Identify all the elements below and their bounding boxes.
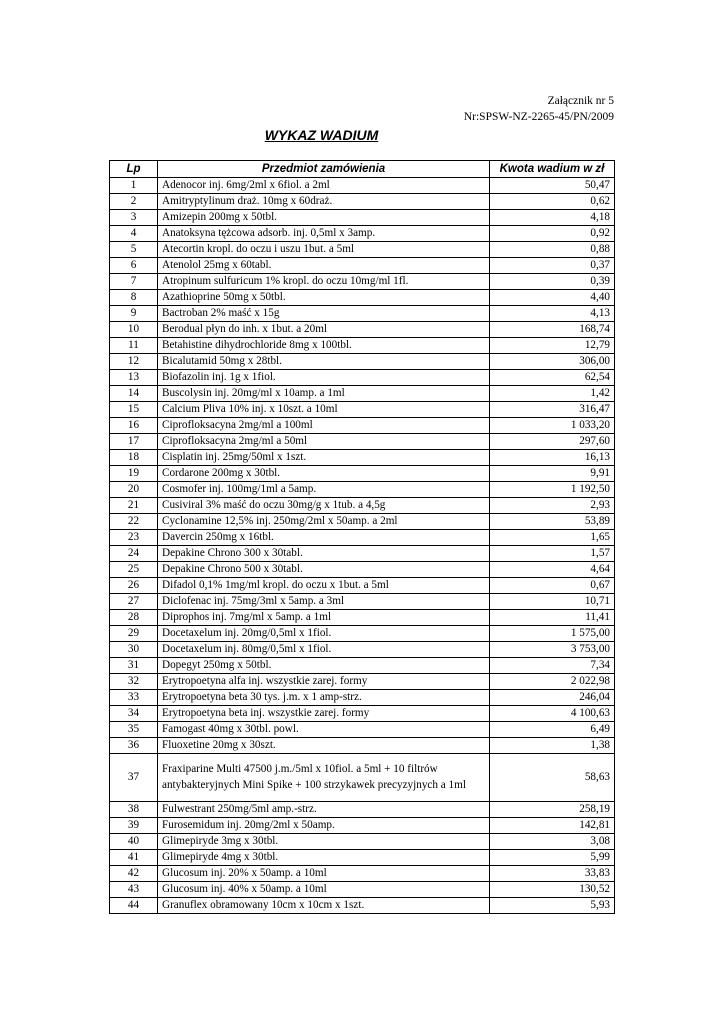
table-row bbox=[110, 274, 615, 290]
deposit-amount: 1,42 bbox=[490, 386, 615, 402]
row-number: 17 bbox=[110, 434, 158, 450]
reference-number: Nr:SPSW-NZ-2265-45/PN/2009 bbox=[463, 111, 614, 123]
row-number: 24 bbox=[110, 546, 158, 562]
item-name: Difadol 0,1% 1mg/ml kropl. do oczu x 1but. a 5ml bbox=[158, 578, 490, 594]
table-row bbox=[110, 658, 615, 674]
table-row bbox=[110, 594, 615, 610]
item-name: Cyclonamine 12,5% inj. 250mg/2ml x 50amp. a 2ml bbox=[158, 514, 490, 530]
row-number: 30 bbox=[110, 642, 158, 658]
deposit-amount: 1 033,20 bbox=[490, 418, 615, 434]
deposit-amount: 5,99 bbox=[490, 850, 615, 866]
deposit-amount: 1 192,50 bbox=[490, 482, 615, 498]
item-name: Davercin 250mg x 16tbl. bbox=[158, 530, 490, 546]
item-name: Furosemidum inj. 20mg/2ml x 50amp. bbox=[158, 818, 490, 834]
table-row bbox=[110, 290, 615, 306]
deposit-amount: 4,13 bbox=[490, 306, 615, 322]
row-number: 44 bbox=[110, 898, 158, 914]
item-name: Bicalutamid 50mg x 28tbl. bbox=[158, 354, 490, 370]
item-name: Erytropoetyna alfa inj. wszystkie zarej. formy bbox=[158, 674, 490, 690]
row-number: 21 bbox=[110, 498, 158, 514]
column-header-amount: Kwota wadium w zł bbox=[490, 161, 615, 178]
deposit-amount: 2,93 bbox=[490, 498, 615, 514]
item-name: Glucosum inj. 40% x 50amp. a 10ml bbox=[158, 882, 490, 898]
row-number: 42 bbox=[110, 866, 158, 882]
table-row bbox=[110, 370, 615, 386]
item-name: Bactroban 2% maść x 15g bbox=[158, 306, 490, 322]
row-number: 29 bbox=[110, 626, 158, 642]
item-name: Docetaxelum inj. 20mg/0,5ml x 1fiol. bbox=[158, 626, 490, 642]
deposit-amount: 4,40 bbox=[490, 290, 615, 306]
item-name: Glimepiryde 3mg x 30tbl. bbox=[158, 834, 490, 850]
column-header-item: Przedmiot zamówienia bbox=[158, 161, 490, 178]
item-name: Granuflex obramowany 10cm x 10cm x 1szt. bbox=[158, 898, 490, 914]
table-row bbox=[110, 466, 615, 482]
deposit-amount: 0,67 bbox=[490, 578, 615, 594]
item-name: Depakine Chrono 500 x 30tabl. bbox=[158, 562, 490, 578]
deposit-amount: 316,47 bbox=[490, 402, 615, 418]
item-name: Ciprofloksacyna 2mg/ml a 100ml bbox=[158, 418, 490, 434]
column-header-lp: Lp bbox=[110, 161, 158, 178]
table-row bbox=[110, 882, 615, 898]
item-name: Erytropoetyna beta inj. wszystkie zarej. formy bbox=[158, 706, 490, 722]
item-name: Calcium Pliva 10% inj. x 10szt. a 10ml bbox=[158, 402, 490, 418]
row-number: 13 bbox=[110, 370, 158, 386]
row-number: 6 bbox=[110, 258, 158, 274]
deposit-table bbox=[109, 160, 615, 914]
row-number: 37 bbox=[110, 754, 158, 802]
row-number: 31 bbox=[110, 658, 158, 674]
deposit-amount: 1,38 bbox=[490, 738, 615, 754]
table-row bbox=[110, 898, 615, 914]
deposit-amount: 16,13 bbox=[490, 450, 615, 466]
deposit-amount: 2 022,98 bbox=[490, 674, 615, 690]
row-number: 8 bbox=[110, 290, 158, 306]
deposit-amount: 50,47 bbox=[490, 178, 615, 194]
row-number: 22 bbox=[110, 514, 158, 530]
item-name: Ciprofloksacyna 2mg/ml a 50ml bbox=[158, 434, 490, 450]
table-row bbox=[110, 850, 615, 866]
row-number: 41 bbox=[110, 850, 158, 866]
table-row bbox=[110, 210, 615, 226]
item-name: Amizepin 200mg x 50tbl. bbox=[158, 210, 490, 226]
deposit-amount: 4,18 bbox=[490, 210, 615, 226]
row-number: 16 bbox=[110, 418, 158, 434]
table-row bbox=[110, 434, 615, 450]
row-number: 4 bbox=[110, 226, 158, 242]
table-row bbox=[110, 354, 615, 370]
table-row bbox=[110, 690, 615, 706]
row-number: 27 bbox=[110, 594, 158, 610]
table-row bbox=[110, 178, 615, 194]
table-row bbox=[110, 338, 615, 354]
table-row bbox=[110, 722, 615, 738]
deposit-amount: 12,79 bbox=[490, 338, 615, 354]
row-number: 25 bbox=[110, 562, 158, 578]
deposit-amount: 33,83 bbox=[490, 866, 615, 882]
deposit-amount: 142,81 bbox=[490, 818, 615, 834]
row-number: 39 bbox=[110, 818, 158, 834]
deposit-amount: 3,08 bbox=[490, 834, 615, 850]
table-row bbox=[110, 242, 615, 258]
deposit-amount: 6,49 bbox=[490, 722, 615, 738]
table-row bbox=[110, 706, 615, 722]
row-number: 11 bbox=[110, 338, 158, 354]
row-number: 26 bbox=[110, 578, 158, 594]
item-name: Betahistine dihydrochloride 8mg x 100tbl. bbox=[158, 338, 490, 354]
deposit-amount: 246,04 bbox=[490, 690, 615, 706]
table-row bbox=[110, 578, 615, 594]
table-row bbox=[110, 258, 615, 274]
deposit-amount: 10,71 bbox=[490, 594, 615, 610]
table-row bbox=[110, 226, 615, 242]
deposit-amount: 1,57 bbox=[490, 546, 615, 562]
row-number: 2 bbox=[110, 194, 158, 210]
table-row bbox=[110, 386, 615, 402]
row-number: 9 bbox=[110, 306, 158, 322]
page-title: WYKAZ WADIUM bbox=[264, 127, 379, 143]
deposit-amount: 62,54 bbox=[490, 370, 615, 386]
row-number: 19 bbox=[110, 466, 158, 482]
deposit-amount: 0,62 bbox=[490, 194, 615, 210]
row-number: 3 bbox=[110, 210, 158, 226]
item-name: Fraxiparine Multi 47500 j.m./5ml x 10fiol. a 5ml + 10 filtrów antybakteryjnych Mini Spike + 100 strzykawek precyzyjnych a 1ml bbox=[158, 754, 490, 802]
table-row bbox=[110, 418, 615, 434]
row-number: 10 bbox=[110, 322, 158, 338]
table-row bbox=[110, 642, 615, 658]
item-name: Fluoxetine 20mg x 30szt. bbox=[158, 738, 490, 754]
table-row bbox=[110, 754, 615, 802]
item-name: Dopegyt 250mg x 50tbl. bbox=[158, 658, 490, 674]
item-name: Biofazolin inj. 1g x 1fiol. bbox=[158, 370, 490, 386]
row-number: 40 bbox=[110, 834, 158, 850]
row-number: 15 bbox=[110, 402, 158, 418]
item-name: Glimepiryde 4mg x 30tbl. bbox=[158, 850, 490, 866]
item-name: Anatoksyna tężcowa adsorb. inj. 0,5ml x 3amp. bbox=[158, 226, 490, 242]
item-name: Famogast 40mg x 30tbl. powl. bbox=[158, 722, 490, 738]
table-row bbox=[110, 818, 615, 834]
table-row bbox=[110, 322, 615, 338]
table-row bbox=[110, 834, 615, 850]
table-row bbox=[110, 562, 615, 578]
item-name: Depakine Chrono 300 x 30tabl. bbox=[158, 546, 490, 562]
deposit-amount: 11,41 bbox=[490, 610, 615, 626]
table-row bbox=[110, 194, 615, 210]
table-row bbox=[110, 482, 615, 498]
table-row bbox=[110, 674, 615, 690]
item-name: Diclofenac inj. 75mg/3ml x 5amp. a 3ml bbox=[158, 594, 490, 610]
deposit-amount: 3 753,00 bbox=[490, 642, 615, 658]
deposit-amount: 258,19 bbox=[490, 802, 615, 818]
item-name: Azathioprine 50mg x 50tbl. bbox=[158, 290, 490, 306]
item-name: Berodual płyn do inh. x 1but. a 20ml bbox=[158, 322, 490, 338]
deposit-amount: 4 100,63 bbox=[490, 706, 615, 722]
table-row bbox=[110, 402, 615, 418]
table-row bbox=[110, 530, 615, 546]
deposit-amount: 306,00 bbox=[490, 354, 615, 370]
table-row bbox=[110, 738, 615, 754]
item-name: Cusiviral 3% maść do oczu 30mg/g x 1tub. a 4,5g bbox=[158, 498, 490, 514]
table-row bbox=[110, 498, 615, 514]
row-number: 33 bbox=[110, 690, 158, 706]
item-name: Diprophos inj. 7mg/ml x 5amp. a 1ml bbox=[158, 610, 490, 626]
table-row bbox=[110, 626, 615, 642]
deposit-amount: 53,89 bbox=[490, 514, 615, 530]
attachment-label: Załącznik nr 5 bbox=[547, 95, 614, 107]
table-row bbox=[110, 450, 615, 466]
row-number: 23 bbox=[110, 530, 158, 546]
deposit-amount: 0,92 bbox=[490, 226, 615, 242]
deposit-amount: 0,37 bbox=[490, 258, 615, 274]
item-name: Cisplatin inj. 25mg/50ml x 1szt. bbox=[158, 450, 490, 466]
row-number: 43 bbox=[110, 882, 158, 898]
row-number: 5 bbox=[110, 242, 158, 258]
deposit-amount: 0,88 bbox=[490, 242, 615, 258]
item-name: Buscolysin inj. 20mg/ml x 10amp. a 1ml bbox=[158, 386, 490, 402]
item-name: Cosmofer inj. 100mg/1ml a 5amp. bbox=[158, 482, 490, 498]
table-row bbox=[110, 306, 615, 322]
table-row bbox=[110, 546, 615, 562]
table-row bbox=[110, 802, 615, 818]
deposit-amount: 9,91 bbox=[490, 466, 615, 482]
item-name: Glucosum inj. 20% x 50amp. a 10ml bbox=[158, 866, 490, 882]
item-name: Amitryptylinum draż. 10mg x 60draż. bbox=[158, 194, 490, 210]
row-number: 12 bbox=[110, 354, 158, 370]
row-number: 38 bbox=[110, 802, 158, 818]
item-name: Atropinum sulfuricum 1% kropl. do oczu 10mg/ml 1fl. bbox=[158, 274, 490, 290]
item-name: Fulwestrant 250mg/5ml amp.-strz. bbox=[158, 802, 490, 818]
deposit-amount: 130,52 bbox=[490, 882, 615, 898]
table-body bbox=[110, 178, 615, 914]
row-number: 28 bbox=[110, 610, 158, 626]
deposit-amount: 5,93 bbox=[490, 898, 615, 914]
row-number: 7 bbox=[110, 274, 158, 290]
deposit-amount: 168,74 bbox=[490, 322, 615, 338]
item-name: Adenocor inj. 6mg/2ml x 6fiol. a 2ml bbox=[158, 178, 490, 194]
row-number: 34 bbox=[110, 706, 158, 722]
table-header-row bbox=[110, 161, 615, 178]
item-name: Atecortin kropl. do oczu i uszu 1but. a 5ml bbox=[158, 242, 490, 258]
row-number: 36 bbox=[110, 738, 158, 754]
item-name: Cordarone 200mg x 30tbl. bbox=[158, 466, 490, 482]
table-row bbox=[110, 514, 615, 530]
item-name: Docetaxelum inj. 80mg/0,5ml x 1fiol. bbox=[158, 642, 490, 658]
row-number: 20 bbox=[110, 482, 158, 498]
row-number: 1 bbox=[110, 178, 158, 194]
deposit-amount: 4,64 bbox=[490, 562, 615, 578]
deposit-amount: 297,60 bbox=[490, 434, 615, 450]
deposit-amount: 0,39 bbox=[490, 274, 615, 290]
row-number: 32 bbox=[110, 674, 158, 690]
deposit-amount: 1 575,00 bbox=[490, 626, 615, 642]
row-number: 18 bbox=[110, 450, 158, 466]
deposit-amount: 7,34 bbox=[490, 658, 615, 674]
row-number: 35 bbox=[110, 722, 158, 738]
item-name: Atenolol 25mg x 60tabl. bbox=[158, 258, 490, 274]
deposit-amount: 1,65 bbox=[490, 530, 615, 546]
deposit-amount: 58,63 bbox=[490, 754, 615, 802]
table-row bbox=[110, 610, 615, 626]
row-number: 14 bbox=[110, 386, 158, 402]
table-row bbox=[110, 866, 615, 882]
item-name: Erytropoetyna beta 30 tys. j.m. x 1 amp-strz. bbox=[158, 690, 490, 706]
